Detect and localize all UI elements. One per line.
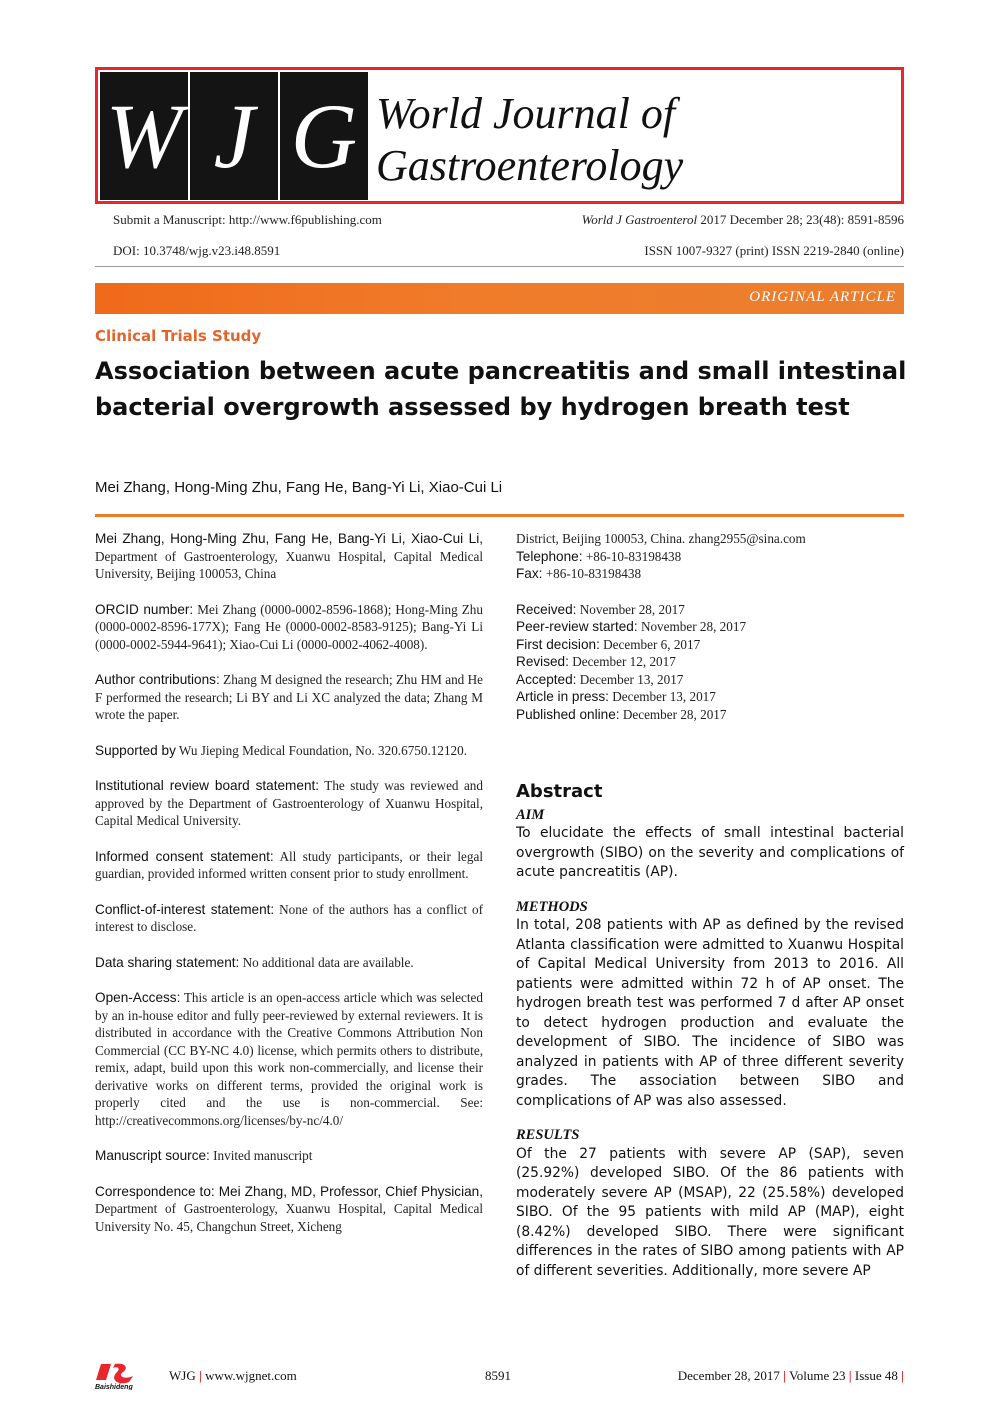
- logo-text: Baishideng: [95, 1384, 133, 1390]
- tel-label: Telephone:: [516, 548, 583, 564]
- accepted-text: December 13, 2017: [576, 671, 684, 687]
- footer-site[interactable]: www.wjgnet.com: [205, 1368, 297, 1383]
- footer-journal-site: [169, 1368, 297, 1384]
- affiliation: [95, 530, 483, 583]
- consent-label: Informed consent statement:: [95, 848, 274, 864]
- methods-text: In total, 208 patients with AP as defined by the revised Atlanta classification were admitted to Xuanwu Hospital of Capital Medical University from 2013 to 2016. All patients were admitted within 72 h of AP onset. The hydrogen breath test was performed 7 d after AP onset to detect hydrogen production and evaluate the development of SIBO. The incidence of SIBO was analyzed in patients with AP of three different severity grades. The association between SIBO and complications of AP was also assessed.: [516, 917, 904, 1109]
- published-label: Published online:: [516, 706, 620, 722]
- doi[interactable]: DOI: 10.3748/wjg.v23.i48.8591: [113, 243, 281, 258]
- footer-separator: |: [901, 1368, 904, 1383]
- citation: [582, 212, 904, 228]
- study-type: Clinical Trials Study: [95, 327, 262, 345]
- first-label: First decision:: [516, 636, 600, 652]
- aim-text: To elucidate the effects of small intestinal bacterial overgrowth (SIBO) on the severity and complications of acute pancreatitis (AP).: [516, 825, 904, 880]
- correspondence-continued[interactable]: District, Beijing 100053, China. zhang2955@sina.com: [516, 531, 806, 546]
- accepted-date: [516, 671, 904, 689]
- results-heading: RESULTS: [516, 1127, 580, 1143]
- revised-label: Revised:: [516, 654, 569, 669]
- peer-review-date: [516, 618, 904, 636]
- footer-separator: |: [848, 1368, 852, 1383]
- fax-text: +86-10-83198438: [542, 566, 642, 581]
- issn: ISSN 1007-9327 (print) ISSN 2219-2840 (online): [644, 243, 904, 258]
- journal-name-line1: World Journal of: [376, 89, 676, 138]
- footer-volume: Volume 23: [789, 1368, 846, 1383]
- footer-journal: WJG: [169, 1368, 196, 1383]
- footer-separator: |: [198, 1368, 202, 1383]
- results-text: Of the 27 patients with severe AP (SAP), seven (25.92%) developed SIBO. Of the 86 patients with moderately severe AP (MSAP), 22 (25.58%) developed SIBO. Of the 95 patients with mild AP (MAP), eight (8.42%) developed SIBO. There were significant differences in the rates of SIBO among patients with AP of different severities. Additionally, more severe AP: [516, 1145, 904, 1279]
- first-text: December 6, 2017: [599, 636, 701, 652]
- page-number: 8591: [485, 1368, 511, 1383]
- orange-divider: [95, 514, 904, 517]
- journal-name-line2: Gastroenterology: [376, 141, 684, 190]
- methods-heading: METHODS: [516, 898, 588, 915]
- corr-label: Correspondence to: Mei Zhang, MD, Professor, Chief Physician,: [95, 1183, 483, 1199]
- title-line-2: bacterial overgrowth assessed by hydrogen breath test: [95, 393, 850, 421]
- abstract-heading: Abstract: [516, 781, 603, 802]
- left-column: [95, 530, 483, 1253]
- data-text: No additional data are available.: [239, 954, 414, 970]
- coi-text: None of the authors has a conflict of interest to disclose.: [95, 901, 483, 934]
- support-text: Wu Jieping Medical Foundation, No. 320.6750.12120.: [175, 742, 468, 758]
- orcid-text: Mei Zhang (0000-0002-8596-1868); Hong-Ming Zhu (0000-0002-8596-177X); Fang He (0000-0002-8583-9125); Bang-Yi Li (0000-0002-5944-9641); Xiao-Cui Li (0000-0002-4062-4008).: [95, 601, 483, 652]
- revised-text: December 12, 2017: [568, 654, 676, 669]
- received-label: Received:: [516, 601, 577, 617]
- orcid: [95, 601, 483, 654]
- aim-heading: AIM: [516, 806, 545, 823]
- citation-journal: World J Gastroenterol: [581, 212, 698, 227]
- fax: [516, 565, 904, 583]
- support-label: Supported by: [95, 742, 176, 758]
- masthead-letter-g: G: [280, 72, 368, 200]
- peer-text: November 28, 2017: [637, 619, 747, 634]
- data-sharing-statement: [95, 954, 483, 972]
- page-footer: [95, 1360, 904, 1394]
- supported-by: [95, 742, 483, 760]
- footer-issue: Issue 48: [854, 1368, 898, 1383]
- header-rule: [95, 266, 904, 267]
- baishideng-logo: [95, 1360, 153, 1390]
- article-type-bar: [95, 283, 904, 314]
- consent-text: All study participants, or their legal guardian, provided informed written consent prior to study enrollment.: [95, 848, 483, 881]
- received-date: [516, 601, 904, 619]
- irb-label: Institutional review board statement:: [95, 778, 320, 793]
- coi-statement: [95, 901, 483, 936]
- fax-label: Fax:: [516, 566, 543, 581]
- affiliation-label: Mei Zhang, Hong-Ming Zhu, Fang He, Bang-Yi Li, Xiao-Cui Li,: [95, 531, 483, 546]
- right-column: [516, 530, 904, 1281]
- oa-text[interactable]: This article is an open-access article which was selected by an in-house editor and fully peer-reviewed by external reviewers. It is distributed in accordance with the Creative Commons Attribution Non Commercial (CC BY-NC 4.0) license, which permits others to distribute, remix, adapt, build upon this work non-commercially, and license their derivative works on different terms, provided the original work is properly cited and the use is non-commercial. See: http://creativecommons.org/licenses/by-nc/4.0/: [95, 990, 483, 1128]
- article-title: [95, 353, 915, 425]
- accepted-label: Accepted:: [516, 671, 577, 687]
- source-text: Invited manuscript: [209, 1148, 313, 1163]
- footer-issue-info: [678, 1368, 904, 1384]
- telephone: [516, 548, 904, 566]
- coi-label: Conflict-of-interest statement:: [95, 901, 275, 917]
- author-list: Mei Zhang, Hong-Ming Zhu, Fang He, Bang-Yi Li, Xiao-Cui Li: [95, 479, 503, 496]
- irb-statement: [95, 777, 483, 830]
- received-text: November 28, 2017: [576, 601, 685, 617]
- corr-text: Department of Gastroenterology, Xuanwu Hospital, Capital Medical University No. 45, Changchun Street, Xicheng: [95, 1201, 483, 1234]
- masthead-letter-j: J: [190, 72, 278, 200]
- author-contributions: [95, 671, 483, 724]
- article-type: ORIGINAL ARTICLE: [749, 289, 896, 305]
- published-text: December 28, 2017: [619, 706, 727, 722]
- citation-details: 2017 December 28; 23(48): 8591-8596: [700, 212, 904, 227]
- revised-date: [516, 653, 904, 671]
- journal-name: [376, 88, 683, 192]
- source-label: Manuscript source:: [95, 1148, 210, 1163]
- first-decision-date: [516, 636, 904, 654]
- in-press-date: [516, 688, 904, 706]
- title-line-1: Association between acute pancreatitis and small intestinal: [95, 357, 907, 385]
- oa-label: Open-Access:: [95, 990, 181, 1005]
- open-access: [95, 989, 483, 1129]
- orcid-label: ORCID number:: [95, 601, 194, 617]
- submit-link[interactable]: Submit a Manuscript: http://www.f6publishing.com: [113, 212, 382, 227]
- contrib-text: Zhang M designed the research; Zhu HM and He F performed the research; Li BY and Li XC analyzed the data; Zhang M wrote the paper.: [95, 672, 483, 722]
- contrib-label: Author contributions:: [95, 672, 220, 687]
- published-date: [516, 706, 904, 724]
- journal-masthead: [95, 67, 904, 204]
- press-text: December 13, 2017: [608, 689, 716, 704]
- data-label: Data sharing statement:: [95, 954, 240, 970]
- footer-date: December 28, 2017: [677, 1368, 780, 1383]
- consent-statement: [95, 848, 483, 883]
- tel-text: +86-10-83198438: [582, 548, 682, 564]
- affiliation-text: Department of Gastroenterology, Xuanwu Hospital, Capital Medical University, Beijing 100053, China: [95, 548, 483, 581]
- masthead-letter-w: W: [100, 72, 188, 200]
- footer-separator: |: [783, 1368, 787, 1383]
- manuscript-source: [95, 1147, 483, 1165]
- correspondence: [95, 1183, 483, 1236]
- irb-text: The study was reviewed and approved by the Department of Gastroenterology of Xuanwu Hospital, Capital Medical University.: [95, 778, 483, 828]
- peer-label: Peer-review started:: [516, 619, 638, 634]
- press-label: Article in press:: [516, 689, 609, 704]
